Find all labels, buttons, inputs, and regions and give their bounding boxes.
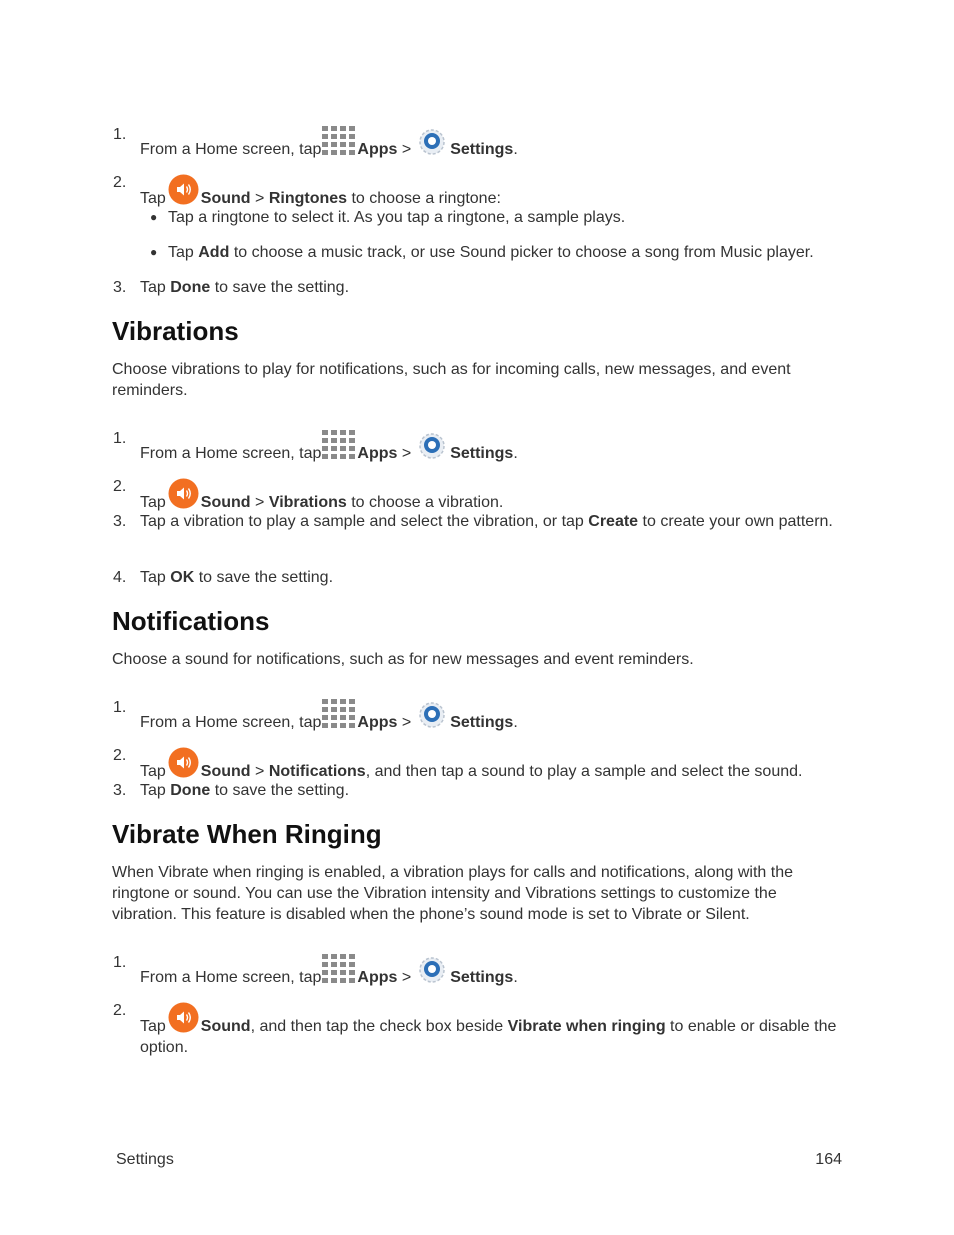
apps-icon bbox=[322, 126, 356, 156]
step-open-settings-3 bbox=[113, 697, 843, 733]
step-number: 2. bbox=[113, 478, 127, 495]
step-text: From a Home screen, tap bbox=[140, 141, 322, 158]
separator: > bbox=[255, 494, 265, 511]
done-label: Done bbox=[170, 279, 211, 296]
step-text: Tap bbox=[140, 569, 166, 586]
step-tap-ok bbox=[113, 567, 843, 588]
settings-label: Settings bbox=[450, 445, 514, 462]
step-number: 1. bbox=[113, 699, 127, 716]
step-tap-sound-vibrate-checkbox bbox=[113, 1000, 843, 1058]
step-text: to create your own pattern. bbox=[642, 513, 833, 530]
step-text: Tap bbox=[140, 763, 166, 780]
step-tap-done-2 bbox=[113, 780, 843, 801]
step-tap-done-1 bbox=[113, 277, 843, 298]
period: . bbox=[513, 141, 518, 158]
step-select-vibration bbox=[113, 511, 843, 532]
step-text: Tap bbox=[140, 279, 166, 296]
settings-label: Settings bbox=[450, 141, 514, 158]
separator: > bbox=[401, 969, 412, 986]
sound-speaker-icon bbox=[168, 747, 199, 778]
step-number: 1. bbox=[113, 430, 127, 447]
apps-label: Apps bbox=[357, 141, 398, 158]
bullet-select-ringtone bbox=[150, 207, 850, 228]
step-number: 1. bbox=[113, 954, 127, 971]
step-text: Tap bbox=[140, 1018, 166, 1035]
bullet-text: Tap bbox=[168, 244, 194, 261]
step-text: Tap a vibration to play a sample and select the vibration, or tap bbox=[140, 513, 584, 530]
sound-label: Sound bbox=[200, 190, 251, 207]
ringtones-label: Ringtones bbox=[268, 190, 348, 207]
step-number: 4. bbox=[113, 569, 127, 586]
step-number: 2. bbox=[113, 174, 127, 191]
sound-label: Sound bbox=[200, 763, 251, 780]
ok-label: OK bbox=[170, 569, 195, 586]
separator: > bbox=[401, 445, 412, 462]
period: . bbox=[513, 969, 518, 986]
step-text: to save the setting. bbox=[214, 782, 350, 799]
apps-icon bbox=[322, 430, 356, 460]
period: . bbox=[513, 445, 518, 462]
separator: > bbox=[255, 190, 265, 207]
apps-icon bbox=[322, 699, 356, 729]
period: . bbox=[513, 714, 518, 731]
step-text: From a Home screen, tap bbox=[140, 445, 322, 462]
done-label: Done bbox=[170, 782, 211, 799]
add-label: Add bbox=[198, 244, 230, 261]
create-label: Create bbox=[588, 513, 639, 530]
step-text: to choose a ringtone: bbox=[351, 190, 501, 207]
step-number: 1. bbox=[113, 126, 127, 143]
vibrations-intro: Choose vibrations to play for notifications, such as for incoming calls, new messages, and event reminders. bbox=[112, 361, 791, 399]
separator: > bbox=[401, 714, 412, 731]
step-number: 2. bbox=[113, 1002, 127, 1019]
step-text: to save the setting. bbox=[198, 569, 334, 586]
step-open-settings-1 bbox=[113, 124, 843, 160]
footer-page-number: 164 bbox=[815, 1151, 842, 1168]
settings-label: Settings bbox=[450, 969, 514, 986]
settings-gear-icon bbox=[417, 127, 447, 157]
notifications-intro: Choose a sound for notifications, such as for new messages and event reminders. bbox=[112, 651, 694, 668]
step-text: Tap bbox=[140, 494, 166, 511]
heading-vibrations: Vibrations bbox=[112, 316, 239, 346]
heading-notifications: Notifications bbox=[112, 606, 270, 636]
step-open-settings-2 bbox=[113, 428, 843, 464]
apps-label: Apps bbox=[357, 969, 398, 986]
bullet-dot: ● bbox=[150, 245, 158, 259]
settings-gear-icon bbox=[417, 431, 447, 461]
bullet-text: Tap a ringtone to select it. As you tap a ringtone, a sample plays. bbox=[168, 209, 626, 226]
step-text: From a Home screen, tap bbox=[140, 969, 322, 986]
step-tap-sound-ringtones bbox=[113, 172, 843, 209]
step-number: 2. bbox=[113, 747, 127, 764]
step-text: From a Home screen, tap bbox=[140, 714, 322, 731]
heading-vibrate-when-ringing: Vibrate When Ringing bbox=[112, 819, 382, 849]
settings-label: Settings bbox=[450, 714, 514, 731]
sound-speaker-icon bbox=[168, 478, 199, 509]
bullet-text: to choose a music track, or use Sound picker to choose a song from Music player. bbox=[233, 244, 814, 261]
step-text: Tap bbox=[140, 190, 166, 207]
step-number: 3. bbox=[113, 279, 127, 296]
step-open-settings-4 bbox=[113, 952, 843, 988]
separator: > bbox=[255, 763, 265, 780]
bullet-add-music bbox=[150, 242, 850, 263]
vibrations-label: Vibrations bbox=[268, 494, 347, 511]
apps-icon bbox=[322, 954, 356, 984]
settings-gear-icon bbox=[417, 700, 447, 730]
separator: > bbox=[401, 141, 412, 158]
apps-label: Apps bbox=[357, 714, 398, 731]
vibrate-when-ringing-label: Vibrate when ringing bbox=[507, 1018, 666, 1035]
step-number: 3. bbox=[113, 782, 127, 799]
step-number: 3. bbox=[113, 513, 127, 530]
step-text: , and then tap the check box beside bbox=[250, 1018, 504, 1035]
sound-label: Sound bbox=[200, 494, 251, 511]
bullet-dot: ● bbox=[150, 210, 158, 224]
step-text: , and then tap a sound to play a sample and select the sound. bbox=[365, 763, 803, 780]
step-text: Tap bbox=[140, 782, 166, 799]
vibrate-when-ringing-intro: When Vibrate when ringing is enabled, a vibration plays for calls and notifications, along with the ringtone or sound. You can use the Vibration intensity and Vibrations settings to customize the vibration. This feature is disabled when the phone’s sound mode is set to Vibrate or Silent. bbox=[112, 864, 793, 923]
sound-label: Sound bbox=[200, 1018, 251, 1035]
notifications-label: Notifications bbox=[268, 763, 366, 780]
step-tap-sound-vibrations bbox=[113, 476, 843, 513]
step-text: to enable or disable the option. bbox=[140, 1018, 837, 1056]
footer-section-name: Settings bbox=[116, 1151, 174, 1168]
settings-gear-icon bbox=[417, 955, 447, 985]
sound-speaker-icon bbox=[168, 1002, 199, 1033]
step-text: to save the setting. bbox=[214, 279, 350, 296]
sound-speaker-icon bbox=[168, 174, 199, 205]
step-text: to choose a vibration. bbox=[351, 494, 504, 511]
apps-label: Apps bbox=[357, 445, 398, 462]
step-tap-sound-notifications bbox=[113, 745, 843, 782]
